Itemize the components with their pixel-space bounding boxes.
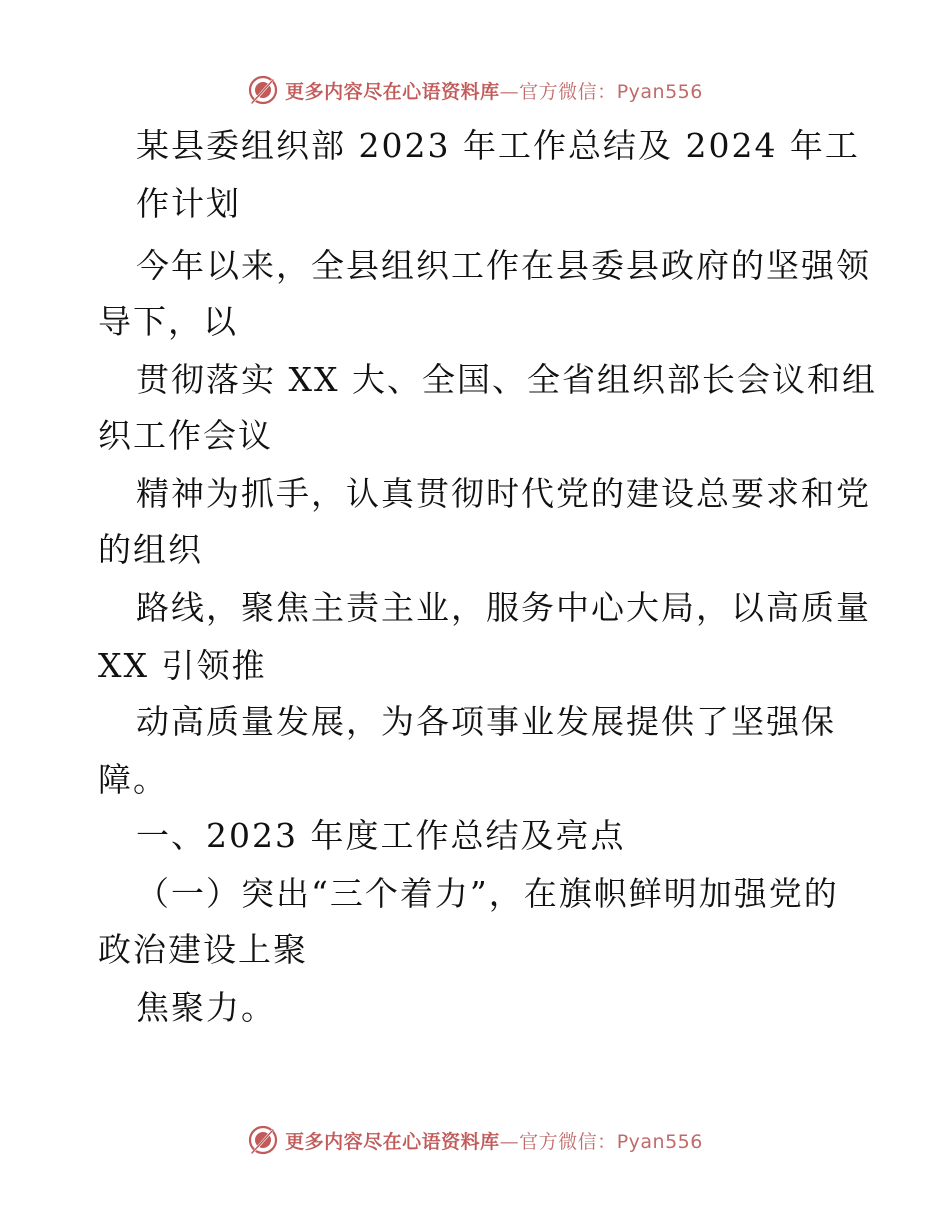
subsection-heading-line: 焦聚力。 bbox=[136, 988, 276, 1027]
paragraph-line: 贯彻落实 XX 大、全国、全省组织部长会议和组 bbox=[136, 360, 877, 399]
section-heading: 一、2023 年度工作总结及亮点 bbox=[136, 816, 626, 855]
paragraph-line: 织工作会议 bbox=[98, 416, 273, 455]
watermark-dash: — bbox=[499, 1130, 520, 1153]
watermark-id: Pyan556 bbox=[616, 80, 703, 103]
pen-seal-icon bbox=[247, 74, 279, 106]
subsection-heading-line: 政治建设上聚 bbox=[98, 930, 308, 969]
title-line-2: 作计划 bbox=[136, 184, 241, 223]
pen-seal-icon bbox=[247, 1124, 279, 1156]
footer-watermark bbox=[0, 1120, 950, 1160]
watermark-contact: 官方微信： bbox=[519, 1130, 617, 1153]
paragraph-line: 动高质量发展，为各项事业发展提供了坚强保 bbox=[136, 702, 836, 741]
watermark-text bbox=[285, 1127, 703, 1154]
header-watermark bbox=[0, 70, 950, 110]
paragraph-line: 导下，以 bbox=[98, 302, 238, 341]
watermark-main: 更多内容尽在心语资料库 bbox=[285, 80, 500, 103]
watermark-main: 更多内容尽在心语资料库 bbox=[285, 1130, 500, 1153]
watermark-text bbox=[285, 77, 703, 104]
title-line-1: 某县委组织部 2023 年工作总结及 2024 年工 bbox=[136, 126, 860, 165]
watermark-contact: 官方微信： bbox=[519, 80, 617, 103]
paragraph-line: 障。 bbox=[98, 760, 168, 799]
paragraph-line: 的组织 bbox=[98, 530, 203, 569]
subsection-heading-line: （一）突出“三个着力”，在旗帜鲜明加强党的 bbox=[136, 874, 839, 913]
paragraph-line: XX 引领推 bbox=[98, 646, 267, 685]
watermark-id: Pyan556 bbox=[616, 1130, 703, 1153]
paragraph-line: 今年以来，全县组织工作在县委县政府的坚强领 bbox=[136, 246, 871, 285]
paragraph-line: 路线，聚焦主责主业，服务中心大局，以高质量 bbox=[136, 588, 871, 627]
watermark-dash: — bbox=[499, 80, 520, 103]
paragraph-line: 精神为抓手，认真贯彻时代党的建设总要求和党 bbox=[136, 474, 871, 513]
